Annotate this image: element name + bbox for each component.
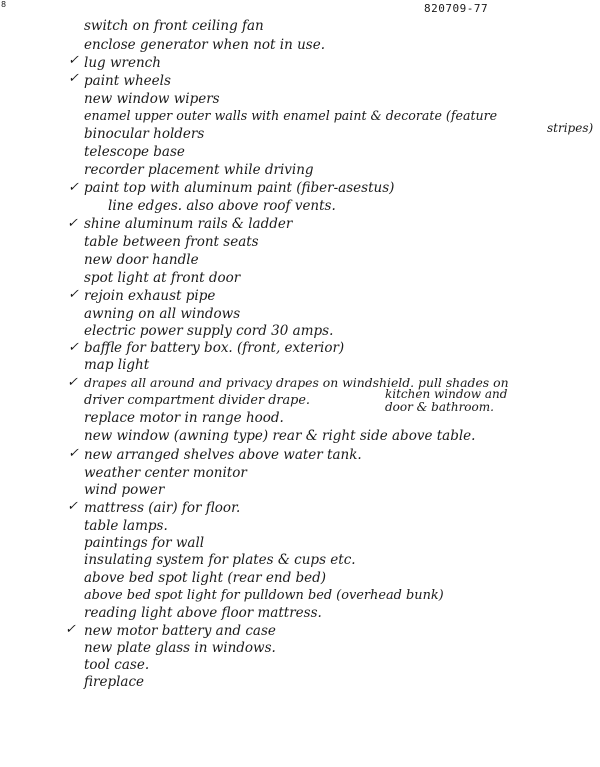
list-item: telescope base [84,144,185,160]
list-item: map light [84,357,150,373]
list-item: wind power [84,482,165,498]
list-item: table lamps. [84,518,168,534]
list-item: binocular holders [84,126,205,142]
list-item: recorder placement while driving [84,162,314,178]
document-id: 820709-77 [424,2,489,15]
list-item: table between front seats [84,234,259,250]
list-item: new door handle [84,252,199,268]
check-mark: ✓ [68,71,79,86]
check-mark: ✓ [68,53,79,68]
list-item: new window (awning type) rear & right side above table. [84,428,476,444]
list-item: paint wheels [84,73,171,89]
check-mark: ✓ [67,375,78,390]
check-mark: ✓ [67,216,78,231]
check-mark: ✓ [65,622,76,637]
list-item: replace motor in range hood. [84,410,284,426]
check-mark: ✓ [67,499,78,514]
list-item: new arranged shelves above water tank. [84,447,362,463]
list-item: paintings for wall [84,535,205,551]
list-item: insulating system for plates & cups etc. [84,552,356,568]
list-item: enclose generator when not in use. [84,37,325,53]
list-item: paint top with aluminum paint (fiber-asestus) [84,180,395,196]
list-item: new motor battery and case [84,623,276,639]
list-item: drapes all around and privacy drapes on windshield. pull shades on [84,375,509,390]
list-item: new plate glass in windows. [84,640,276,656]
margin-note: door & bathroom. [385,400,494,414]
list-item: above bed spot light for pulldown bed (overhead bunk) [84,588,444,603]
list-item: new window wipers [84,91,220,107]
margin-note: stripes) [547,121,594,135]
list-item: shine aluminum rails & ladder [84,216,293,232]
check-mark: ✓ [68,287,79,302]
check-mark: ✓ [68,446,79,461]
list-item: rejoin exhaust pipe [84,288,216,304]
list-item: above bed spot light (rear end bed) [84,570,327,586]
list-item: line edges. also above roof vents. [108,198,336,214]
list-item: reading light above floor mattress. [84,605,322,621]
corner-mark: 8 [1,0,7,9]
list-item: awning on all windows [84,306,241,322]
list-item: mattress (air) for floor. [84,500,241,516]
list-item: weather center monitor [84,465,247,481]
list-item: lug wrench [84,55,161,71]
check-mark: ✓ [68,340,79,355]
list-item: tool case. [84,657,150,673]
list-item: switch on front ceiling fan [84,18,264,34]
list-item: driver compartment divider drape. [84,393,310,408]
list-item: fireplace [84,674,145,690]
check-mark: ✓ [68,180,79,195]
list-item: baffle for battery box. (front, exterior) [84,340,345,356]
margin-note: kitchen window and [385,387,508,401]
list-item: enamel upper outer walls with enamel paint & decorate (feature [84,108,498,123]
list-item: spot light at front door [84,270,241,286]
list-item: electric power supply cord 30 amps. [84,323,334,339]
